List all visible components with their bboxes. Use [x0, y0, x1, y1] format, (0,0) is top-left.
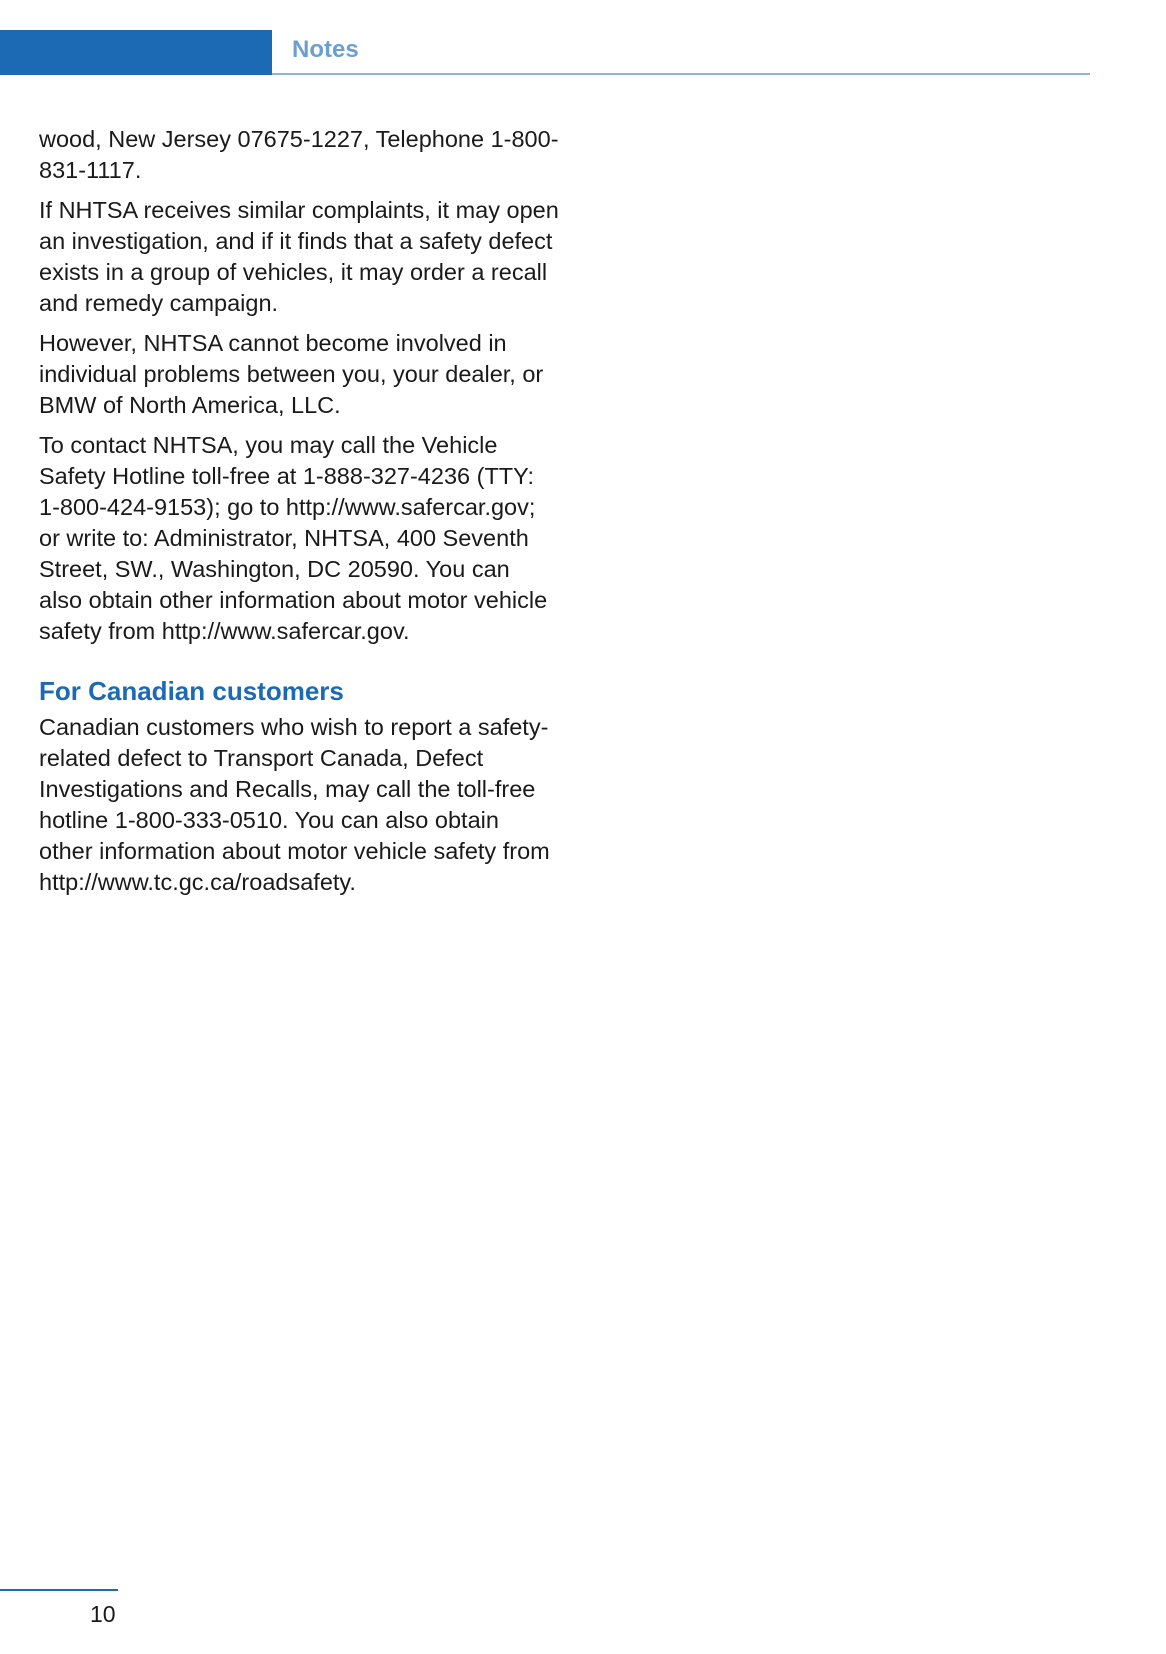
- footer-divider: [0, 1589, 118, 1591]
- page-section-title: Notes: [292, 36, 359, 63]
- paragraph-address-continuation: wood, New Jersey 07675-1227, Telephone 1-800-831-1117.: [39, 126, 559, 183]
- paragraph-contact-nhtsa: To contact NHTSA, you may call the Vehicle Safety Hotline toll-free at 1-888-327-4236 (TTY: 1-800-424-9153); go to http://www.safercar.gov; or write to: Administrator, NHTSA, 400 Seventh Street, SW., Washington, DC 20590. You can also obtain other information about motor vehicle safety from http://www.safercar.gov.: [39, 432, 548, 644]
- section-heading-canadian: For Canadian customers: [39, 676, 344, 706]
- main-content: [39, 124, 559, 907]
- paragraph-nhtsa-limitations: However, NHTSA cannot become involved in individual problems between you, your dealer, or BMW of North America, LLC.: [39, 330, 544, 418]
- header-accent-bar: [0, 30, 272, 75]
- header-divider: [272, 73, 1090, 75]
- page-number: 10: [90, 1601, 116, 1627]
- paragraph-canadian-customers: Canadian customers who wish to report a safety-related defect to Transport Canada, Defect Investigations and Recalls, may call the toll-free hotline 1-800-333-0510. You can also obtain other information about motor vehicle safety from http://www.tc.gc.ca/roadsafety.: [39, 714, 550, 895]
- paragraph-nhtsa-investigation: If NHTSA receives similar complaints, it may open an investigation, and if it finds that a safety defect exists in a group of vehicles, it may order a recall and remedy campaign.: [39, 197, 559, 316]
